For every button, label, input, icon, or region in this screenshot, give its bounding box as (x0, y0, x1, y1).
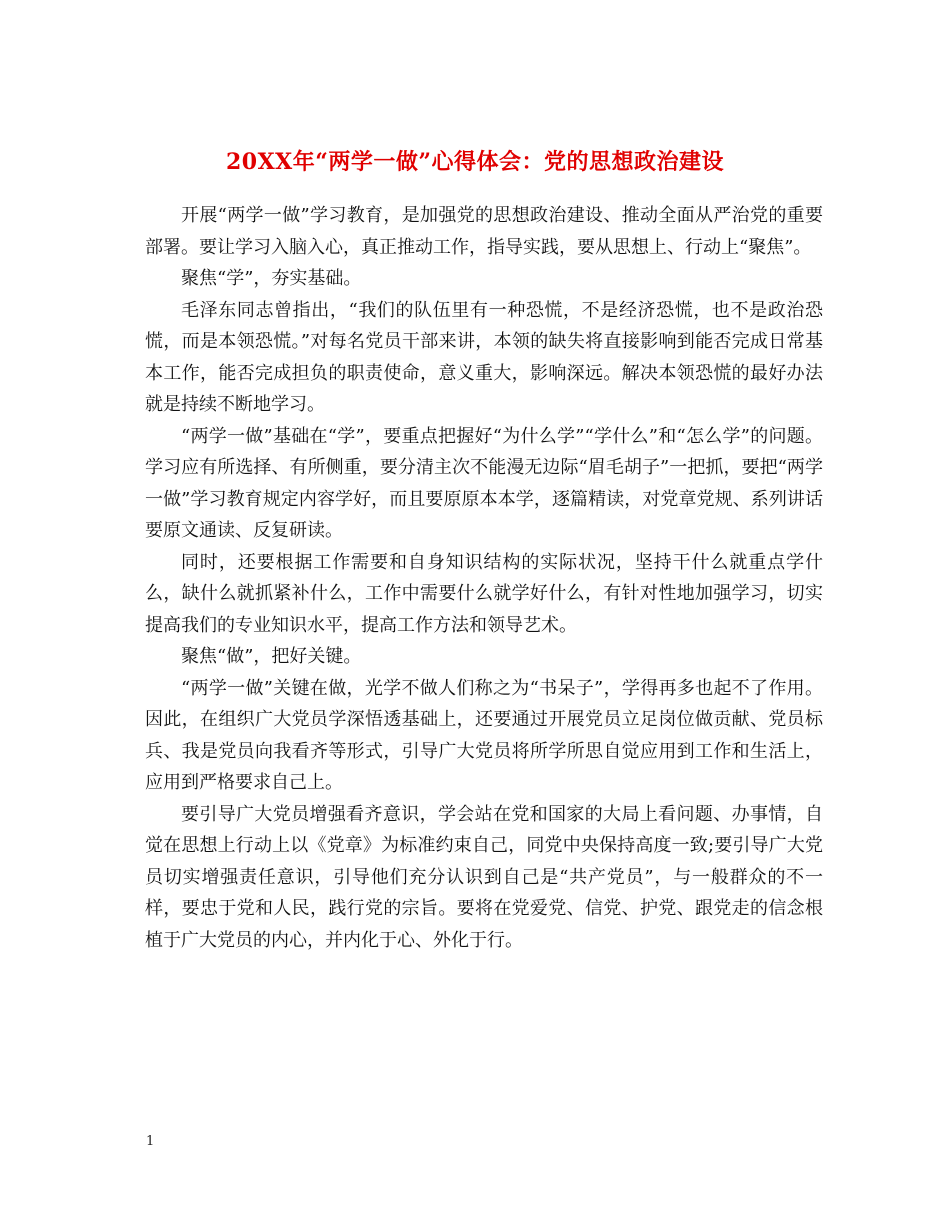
document-body (145, 200, 823, 956)
section-heading: 聚焦“学”，夯实基础。 (181, 268, 362, 289)
section-heading: 聚焦“做”，把好关键。 (181, 646, 362, 667)
page-number: 1 (146, 1134, 155, 1149)
paragraph: 毛泽东同志曾指出，“我们的队伍里有一种恐慌，不是经济恐慌，也不是政治恐慌，而是本领恐慌。”对每名党员干部来讲，本领的缺失将直接影响到能否完成日常基本工作，能否完成担负的职责使命，意义重大，影响深远。解决本领恐慌的最好办法就是持续不断地学习。 (145, 299, 823, 415)
paragraph: 同时，还要根据工作需要和自身知识结构的实际状况，坚持干什么就重点学什么，缺什么就抓紧补什么，工作中需要什么就学好什么，有针对性地加强学习，切实提高我们的专业知识水平，提高工作方法和领导艺术。 (145, 551, 823, 636)
paragraph: “两学一做”基础在“学”，要重点把握好“为什么学”“学什么”和“怎么学”的问题。学习应有所选择、有所侧重，要分清主次不能漫无边际“眉毛胡子”一把抓，要把“两学一做”学习教育规定内容学好，而且要原原本本学，逐篇精读，对党章党规、系列讲话要原文通读、反复研读。 (145, 425, 823, 541)
paragraph: 开展“两学一做”学习教育，是加强党的思想政治建设、推动全面从严治党的重要部署。要让学习入脑入心，真正推动工作，指导实践，要从思想上、行动上“聚焦”。 (145, 205, 823, 258)
paragraph: 要引导广大党员增强看齐意识，学会站在党和国家的大局上看问题、办事情，自觉在思想上行动上以《党章》为标准约束自己，同党中央保持高度一致;要引导广大党员切实增强责任意识，引导他们充分认识到自己是“共产党员”，与一般群众的不一样，要忠于党和人民，践行党的宗旨。要将在党爱党、信党、护党、跟党走的信念根植于广大党员的内心，并内化于心、外化于行。 (145, 803, 823, 951)
page-title: 20XX年“两学一做”心得体会：党的思想政治建设 (225, 148, 725, 175)
paragraph: “两学一做”关键在做，光学不做人们称之为“书呆子”，学得再多也起不了作用。因此，在组织广大党员学深悟透基础上，还要通过开展党员立足岗位做贡献、党员标兵、我是党员向我看齐等形式，引导广大党员将所学所思自觉应用到工作和生活上，应用到严格要求自己上。 (145, 677, 823, 793)
